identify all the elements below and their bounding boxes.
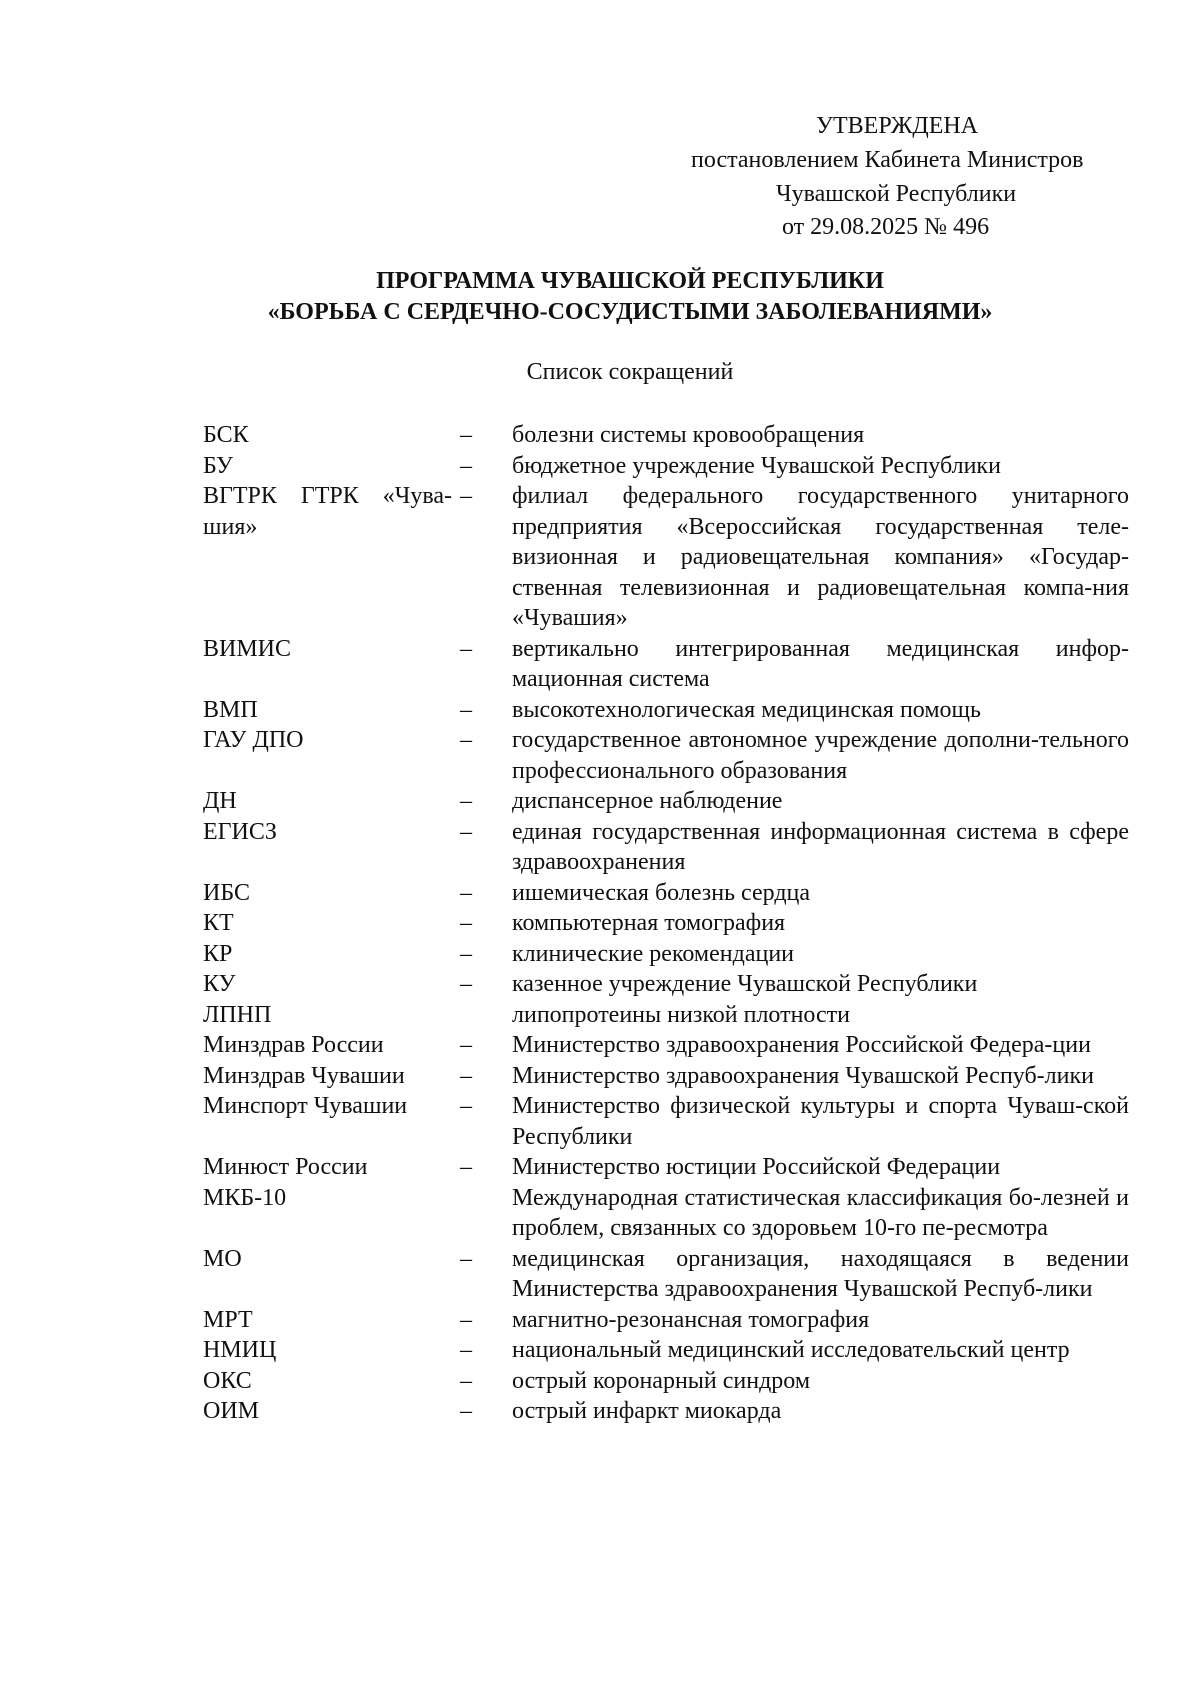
abbreviation-definition: Международная статистическая классификация бо-лезней и проблем, связанных со здоровьем 10-го пе-ресмотра <box>512 1184 1129 1241</box>
abbreviation-dash: – <box>460 1154 472 1180</box>
abbreviation-definition: липопротеины низкой плотности <box>512 1001 851 1028</box>
abbreviation-row <box>203 1244 1129 1305</box>
abbreviation-dash: – <box>460 818 472 845</box>
abbreviation-definition: магнитно-резонансная томография <box>512 1306 870 1333</box>
abbreviation-term: ВГТРК ГТРК «Чува-шия» <box>203 483 452 540</box>
abbreviation-row <box>203 481 1129 634</box>
abbreviation-dash: – <box>460 971 472 997</box>
abbreviation-term: Минздрав Чувашии <box>203 1062 405 1089</box>
abbreviation-row <box>203 1305 1129 1336</box>
approval-line-1: УТВЕРЖДЕНА <box>816 113 979 139</box>
abbreviation-term: БУ <box>203 452 233 479</box>
abbreviation-dash: – <box>460 422 472 448</box>
abbreviation-row <box>203 420 1129 451</box>
abbreviation-dash: – <box>460 452 472 479</box>
approval-line-3: Чувашской Республики <box>776 181 1017 207</box>
abbreviations-list <box>203 420 1129 1427</box>
abbreviation-definition: единая государственная информационная система в сфере здравоохранения <box>512 818 1129 875</box>
abbreviation-definition: филиал федерального государственного унитарного предприятия «Всероссийская государственная теле-визионная и радиовещательная компания» «Государ-ственная телевизионная и радиовещательная компа-ния «Чувашия» <box>512 483 1129 631</box>
abbreviation-dash: – <box>460 910 472 936</box>
section-heading: Список сокращений <box>526 359 734 385</box>
abbreviation-definition: клинические рекомендации <box>512 940 795 967</box>
abbreviation-term: Минюст России <box>203 1154 368 1180</box>
abbreviation-dash: – <box>460 727 472 753</box>
abbreviation-dash: – <box>460 940 472 967</box>
abbreviation-row <box>203 1396 1129 1427</box>
abbreviation-dash: – <box>460 1093 472 1119</box>
approval-line-2: постановлением Кабинета Министров <box>691 147 1084 173</box>
abbreviation-term: ОИМ <box>203 1398 260 1424</box>
abbreviation-row <box>203 1335 1129 1366</box>
abbreviation-dash: – <box>460 1398 472 1424</box>
abbreviation-term: КР <box>203 940 233 967</box>
title-line-2: «БОРЬБА С СЕРДЕЧНО-СОСУДИСТЫМИ ЗАБОЛЕВАНИЯМИ» <box>267 299 993 325</box>
abbreviation-row <box>203 634 1129 695</box>
abbreviation-term: ЕГИСЗ <box>203 818 277 845</box>
abbreviation-definition: бюджетное учреждение Чувашской Республики <box>512 452 1001 479</box>
approval-date-number: от 29.08.2025 № 496 <box>782 214 990 240</box>
abbreviation-term: ЛПНП <box>203 1001 272 1028</box>
title-line-1: ПРОГРАММА ЧУВАШСКОЙ РЕСПУБЛИКИ <box>376 268 884 294</box>
abbreviation-definition: медицинская организация, находящаяся в ведении Министерства здравоохранения Чувашской Респуб-лики <box>512 1245 1129 1302</box>
abbreviation-term: КТ <box>203 910 234 936</box>
abbreviation-definition: острый коронарный синдром <box>512 1367 811 1394</box>
abbreviation-term: ВМП <box>203 696 258 723</box>
abbreviation-row <box>203 939 1129 970</box>
abbreviation-term: ГАУ ДПО <box>203 727 304 753</box>
abbreviation-definition: национальный медицинский исследовательский центр <box>512 1337 1070 1363</box>
abbreviation-dash: – <box>460 1367 472 1394</box>
abbreviation-definition: государственное автономное учреждение дополни-тельного профессионального образования <box>512 727 1129 784</box>
abbreviation-row <box>203 725 1129 786</box>
abbreviation-term: НМИЦ <box>203 1337 277 1363</box>
abbreviation-definition: казенное учреждение Чувашской Республики <box>512 971 978 997</box>
abbreviation-row <box>203 908 1129 939</box>
abbreviation-row <box>203 695 1129 726</box>
abbreviation-term: Минздрав России <box>203 1032 384 1058</box>
abbreviation-dash: – <box>460 1062 472 1089</box>
abbreviation-definition: Министерство здравоохранения Чувашской Респуб-лики <box>512 1062 1094 1089</box>
abbreviation-definition: острый инфаркт миокарда <box>512 1398 782 1424</box>
abbreviation-row <box>203 451 1129 482</box>
abbreviation-dash: – <box>460 879 472 906</box>
abbreviation-definition: болезни системы кровообращения <box>512 422 865 448</box>
abbreviation-dash: – <box>460 1032 472 1058</box>
abbreviation-term: Минспорт Чувашии <box>203 1093 408 1119</box>
abbreviation-row <box>203 878 1129 909</box>
abbreviation-dash: – <box>460 1337 472 1363</box>
abbreviation-row <box>203 1091 1129 1152</box>
abbreviation-dash: – <box>460 1245 472 1272</box>
abbreviation-term: КУ <box>203 971 236 997</box>
abbreviation-row <box>203 969 1129 1000</box>
abbreviation-row <box>203 1030 1129 1061</box>
abbreviation-row <box>203 786 1129 817</box>
abbreviation-term: МО <box>203 1245 242 1272</box>
abbreviation-definition: Министерство здравоохранения Российской Федера-ции <box>512 1032 1091 1058</box>
abbreviation-term: МКБ-10 <box>203 1184 287 1211</box>
abbreviation-term: ДН <box>203 788 237 814</box>
abbreviation-dash: – <box>460 635 472 662</box>
abbreviation-definition: Министерство юстиции Российской Федерации <box>512 1154 1001 1180</box>
abbreviation-row <box>203 1000 1129 1031</box>
abbreviation-definition: Министерство физической культуры и спорта Чуваш-ской Республики <box>512 1093 1129 1150</box>
abbreviation-row <box>203 1183 1129 1244</box>
abbreviation-row <box>203 817 1129 878</box>
abbreviation-row <box>203 1366 1129 1397</box>
abbreviation-dash: – <box>460 483 472 509</box>
abbreviation-term: БСК <box>203 422 249 448</box>
abbreviation-dash: – <box>460 788 472 814</box>
abbreviation-definition: ишемическая болезнь сердца <box>512 879 811 906</box>
abbreviation-definition: высокотехнологическая медицинская помощь <box>512 696 981 723</box>
abbreviation-term: ВИМИС <box>203 635 292 662</box>
abbreviation-definition: вертикально интегрированная медицинская инфор-мационная система <box>512 635 1129 692</box>
abbreviation-term: МРТ <box>203 1306 253 1333</box>
abbreviation-row <box>203 1061 1129 1092</box>
abbreviation-definition: компьютерная томография <box>512 910 786 936</box>
abbreviation-term: ИБС <box>203 879 250 906</box>
abbreviation-term: ОКС <box>203 1367 252 1394</box>
abbreviation-dash: – <box>460 1306 472 1333</box>
abbreviation-row <box>203 1152 1129 1183</box>
abbreviation-definition: диспансерное наблюдение <box>512 788 783 814</box>
abbreviation-dash: – <box>460 696 472 723</box>
document-title <box>0 266 1200 328</box>
